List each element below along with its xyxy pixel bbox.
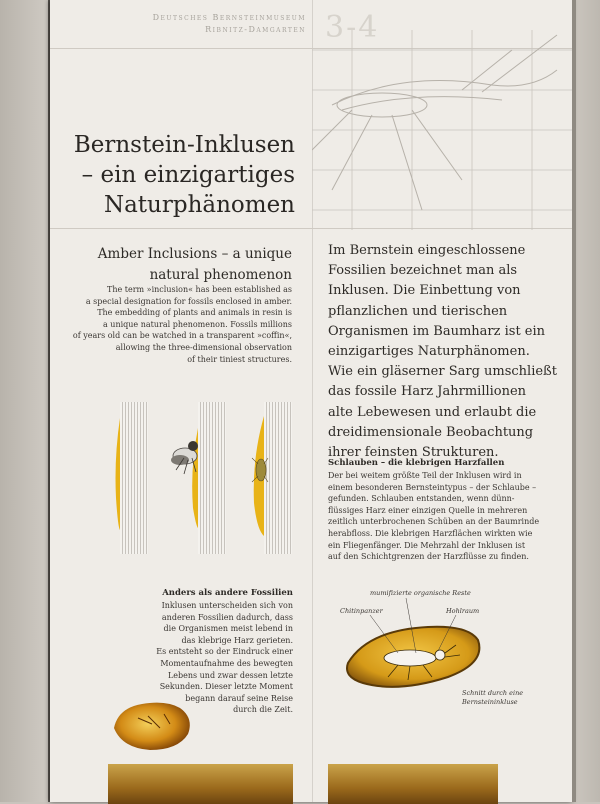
german-line: Wie ein gläserner Sarg umschließt — [328, 364, 557, 380]
schlauben-heading: Schlauben – die klebrigen Harzfallen — [328, 458, 505, 468]
resin-drip-1 — [116, 418, 121, 530]
museum-name — [150, 12, 306, 36]
anders-line: anderen Fossilien dadurch, dass — [161, 612, 293, 622]
schlauben-line: einem besonderen Bernsteintypus – der Schlaube – — [328, 482, 537, 492]
diagram-caption-line2: Bernsteininkluse — [462, 698, 518, 706]
german-line: Organismen im Baumharz ist ein — [328, 323, 546, 339]
english-line: of years old can be watched in a transparent »coffin«, — [72, 331, 292, 341]
amber-photo-right — [328, 764, 498, 804]
german-line: ihrer feinsten Strukturen. — [328, 445, 499, 461]
anders-line: Inklusen unterscheiden sich von — [161, 601, 293, 610]
english-line: The term »inclusion« has been established as — [107, 285, 292, 294]
amber-piece-photo — [108, 694, 196, 754]
english-line: The embedding of plants and animals in resin is — [97, 308, 292, 318]
diagram-caption-line1: Schnitt durch eine — [462, 689, 524, 697]
label-cavity: Hohlraum — [446, 607, 480, 615]
anders-line: durch die Zeit. — [233, 705, 293, 715]
amber-cross-section-graphic — [328, 585, 568, 715]
schlauben-line: ein Fliegenfänger. Die Mehrzahl der Inklusen ist — [328, 540, 526, 550]
english-heading-line1: Amber Inclusions – a unique — [97, 246, 292, 262]
tree-trunk-3 — [264, 402, 292, 554]
german-line: einzigartiges Naturphänomen. — [328, 344, 530, 360]
schlauben-line: flüssiges Harz einer einzigen Quelle in mehreren — [328, 505, 528, 515]
page-title — [60, 130, 295, 220]
title-line2: – ein einzigartiges — [81, 162, 295, 188]
german-line: dreidimensionale Beobachtung — [328, 424, 534, 440]
schlauben-line: Der bei weitem größte Teil der Inklusen wird in — [328, 471, 522, 480]
tree-trunk-2 — [198, 402, 226, 554]
anders-line: Sekunden. Dieser letzte Moment — [159, 682, 293, 692]
title-line3: Naturphänomen — [103, 192, 295, 218]
anders-line: das klebrige Harz gerieten. — [181, 635, 293, 645]
english-line: a special designation for fossils enclosed in amber. — [85, 296, 292, 306]
tree-trunk-1 — [120, 402, 148, 554]
english-line: a unique natural phenomenon. Fossils millions — [102, 319, 292, 329]
german-intro — [328, 241, 563, 463]
panel-number: 3-4 — [325, 10, 380, 45]
schlauben-body — [328, 470, 560, 563]
museum-name-line2: Ribnitz-Damgarten — [205, 25, 306, 34]
anders-line: Es entsteht so der Eindruck einer — [156, 647, 293, 657]
english-heading-line2: natural phenomenon — [149, 267, 292, 283]
german-line: das fossile Harz Jahrmillionen — [328, 384, 527, 400]
german-line: Inklusen. Die Einbettung von — [328, 283, 521, 299]
anders-heading: Anders als andere Fossilien — [162, 588, 293, 598]
german-line: pflanzlichen und tierischen — [328, 303, 508, 319]
label-chitin: Chitinpanzer — [340, 607, 383, 615]
german-line: alte Lebewesen und erlaubt die — [328, 404, 537, 420]
anders-line: Lebens und zwar dessen letzte — [167, 670, 293, 680]
amber-photo-left — [108, 764, 293, 804]
english-line: allowing the three-dimensional observation — [115, 342, 292, 352]
insect-sketch — [312, 30, 572, 230]
anders-line: die Organismen meist lebend in — [163, 624, 293, 634]
schlauben-line: auf den Schichtgrenzen der Harzflüsse zu finden. — [328, 552, 529, 562]
schlauben-line: herabfloss. Die klebrigen Harzflächen wirkten wie — [328, 528, 533, 538]
schlauben-line: zeitlich unterbrochenen Schüben an der Baumrinde — [328, 517, 540, 527]
board-frame-right — [572, 0, 576, 802]
german-line: Fossilien bezeichnet man als — [328, 263, 518, 279]
german-line: Im Bernstein eingeschlossene — [328, 243, 526, 258]
museum-name-line1: Deutsches Bernsteinmuseum — [152, 13, 306, 22]
anders-line: begann darauf seine Reise — [185, 693, 293, 703]
label-organic-remains: mumifizierte organische Reste — [370, 589, 471, 597]
resin-flow-illustration — [100, 398, 300, 558]
anders-line: Momentaufnahme des bewegten — [160, 658, 293, 668]
amber-cross-section-diagram — [328, 585, 568, 715]
english-body — [70, 284, 292, 365]
schlauben-line: gefunden. Schlauben entstanden, wenn dünn- — [328, 494, 515, 504]
english-heading — [70, 244, 292, 286]
english-line: of their tiniest structures. — [187, 354, 292, 364]
title-line1: Bernstein-Inklusen — [73, 132, 295, 158]
